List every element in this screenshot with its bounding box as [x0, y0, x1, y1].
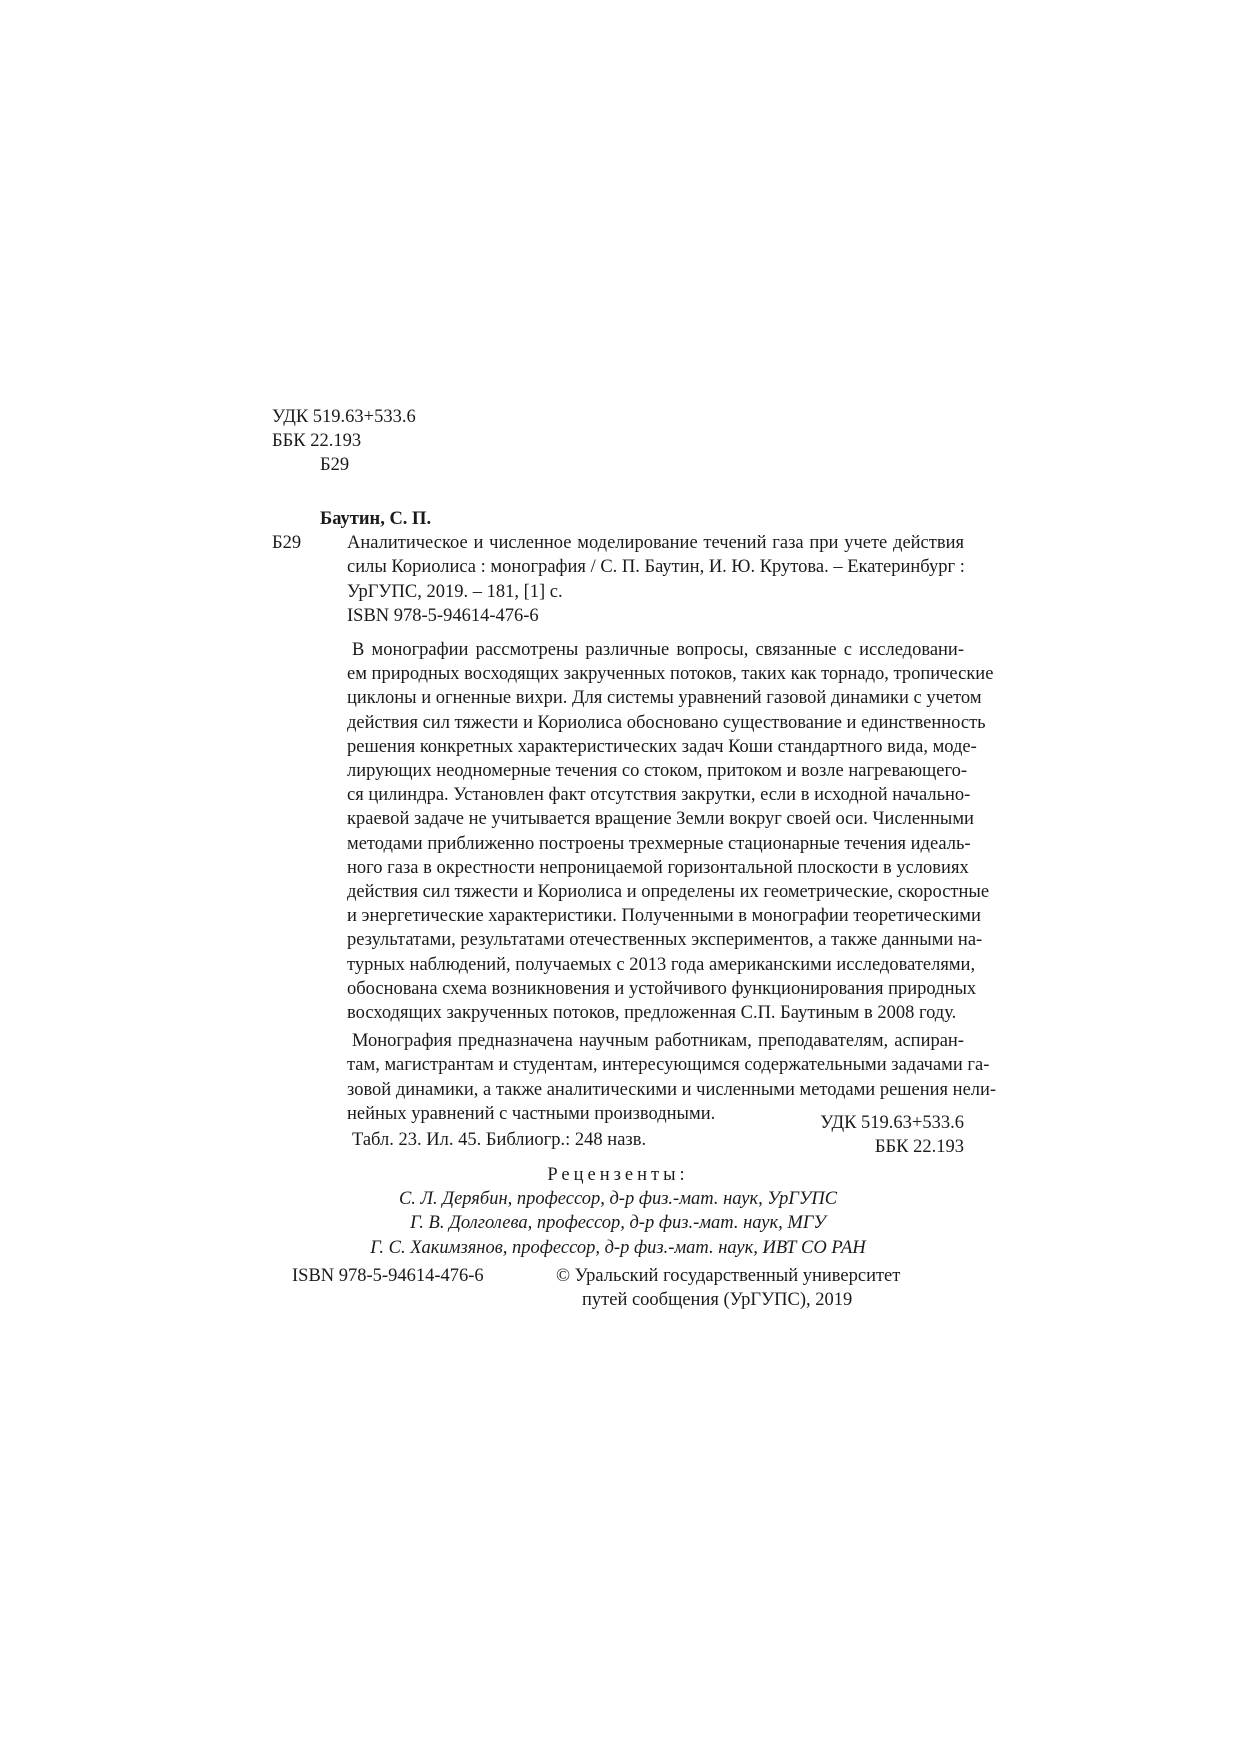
- footer-isbn: ISBN 978-5-94614-476-6: [292, 1266, 484, 1286]
- abstract-line: решения конкретных характеристических задач Коши стандартного вида, моде-: [347, 736, 977, 757]
- abstract-line: ного газа в окрестности непроницаемой горизонтальной плоскости в условиях: [347, 857, 969, 878]
- entry-isbn: ISBN 978-5-94614-476-6: [347, 605, 539, 626]
- reviewer-line: Г. В. Долголева, профессор, д-р физ.-мат. наук, МГУ: [410, 1213, 826, 1234]
- abstract-line: Монография предназначена научным работникам, преподавателям, аспиран-: [352, 1031, 964, 1052]
- abstract-line: зовой динамики, а также аналитическими и численными методами решения нели-: [347, 1079, 997, 1100]
- udk-code-bottom: УДК 519.63+533.6: [820, 1113, 964, 1133]
- entry-author: Баутин, С. П.: [320, 509, 432, 529]
- copyright-line: путей сообщения (УрГУПС), 2019: [582, 1290, 853, 1311]
- entry-title-line: силы Кориолиса : монография / С. П. Баутин, И. Ю. Крутова. – Екатеринбург :: [347, 557, 965, 578]
- entry-title-line: УрГУПС, 2019. – 181, [1] с.: [347, 581, 563, 602]
- reviewers-block: [272, 1163, 964, 1260]
- abstract-line: турных наблюдений, получаемых с 2013 года американскими исследователями,: [347, 954, 976, 975]
- abstract: [347, 638, 997, 1152]
- abstract-line: методами приближенно построены трехмерные стационарные течения идеаль-: [347, 833, 971, 854]
- reviewer-line: С. Л. Дерябин, профессор, д-р физ.-мат. наук, УрГУПС: [398, 1189, 838, 1210]
- bottom-codes: [664, 1111, 964, 1159]
- abstract-line: краевой задаче не учитывается вращение Земли вокруг своей оси. Численными: [347, 809, 974, 830]
- bibliographic-entry: [272, 507, 964, 628]
- reviewers-heading: Рецензенты:: [547, 1165, 689, 1185]
- stats-line: Табл. 23. Ил. 45. Библиогр.: 248 назв.: [352, 1130, 647, 1151]
- abstract-line: нейных уравнений с частными производными.: [347, 1103, 716, 1124]
- abstract-line: лирующих неодномерные течения со стоком, притоком и возле нагревающего-: [347, 761, 968, 782]
- abstract-line: обоснована схема возникновения и устойчивого функционирования природных: [347, 978, 977, 999]
- copyright-block: [556, 1264, 976, 1312]
- udk-code: УДК 519.63+533.6: [272, 407, 416, 427]
- copyright-line: © Уральский государственный университет: [556, 1266, 901, 1286]
- abstract-paragraph-1: [347, 638, 994, 1025]
- abstract-line: В монографии рассмотрены различные вопросы, связанные с исследовани-: [352, 640, 964, 660]
- entry-title-line: Аналитическое и численное моделирование течений газа при учете действия: [347, 533, 964, 554]
- abstract-line: и энергетические характеристики. Полученными в монографии теоретическими: [347, 906, 981, 927]
- abstract-line: действия сил тяжести и Кориолиса и определены их геометрические, скоростные: [347, 882, 990, 903]
- classification-block: [272, 405, 572, 478]
- abstract-line: результатами, результатами отечественных экспериментов, а также данными на-: [347, 930, 983, 951]
- abstract-line: действия сил тяжести и Кориолиса обосновано существование и единственность: [347, 712, 986, 733]
- bbk-code-bottom: ББК 22.193: [874, 1137, 964, 1158]
- author-sign: Б29: [320, 455, 350, 476]
- abstract-line: восходящих закрученных потоков, предложенная С.П. Баутиным в 2008 году.: [347, 1003, 957, 1024]
- abstract-line: там, магистрантам и студентам, интересующимся содержательными задачами га-: [347, 1055, 990, 1076]
- abstract-line: ся цилиндра. Установлен факт отсутствия закрутки, если в исходной начально-: [347, 785, 971, 806]
- reviewer-line: Г. С. Хакимзянов, профессор, д-р физ.-мат. наук, ИВТ СО РАН: [370, 1237, 866, 1258]
- bbk-code: ББК 22.193: [272, 431, 362, 452]
- abstract-line: ем природных восходящих закрученных потоков, таких как торнадо, тропические: [347, 664, 994, 685]
- abstract-line: циклоны и огненные вихри. Для системы уравнений газовой динамики с учетом: [347, 688, 982, 709]
- entry-sign: Б29: [272, 533, 302, 554]
